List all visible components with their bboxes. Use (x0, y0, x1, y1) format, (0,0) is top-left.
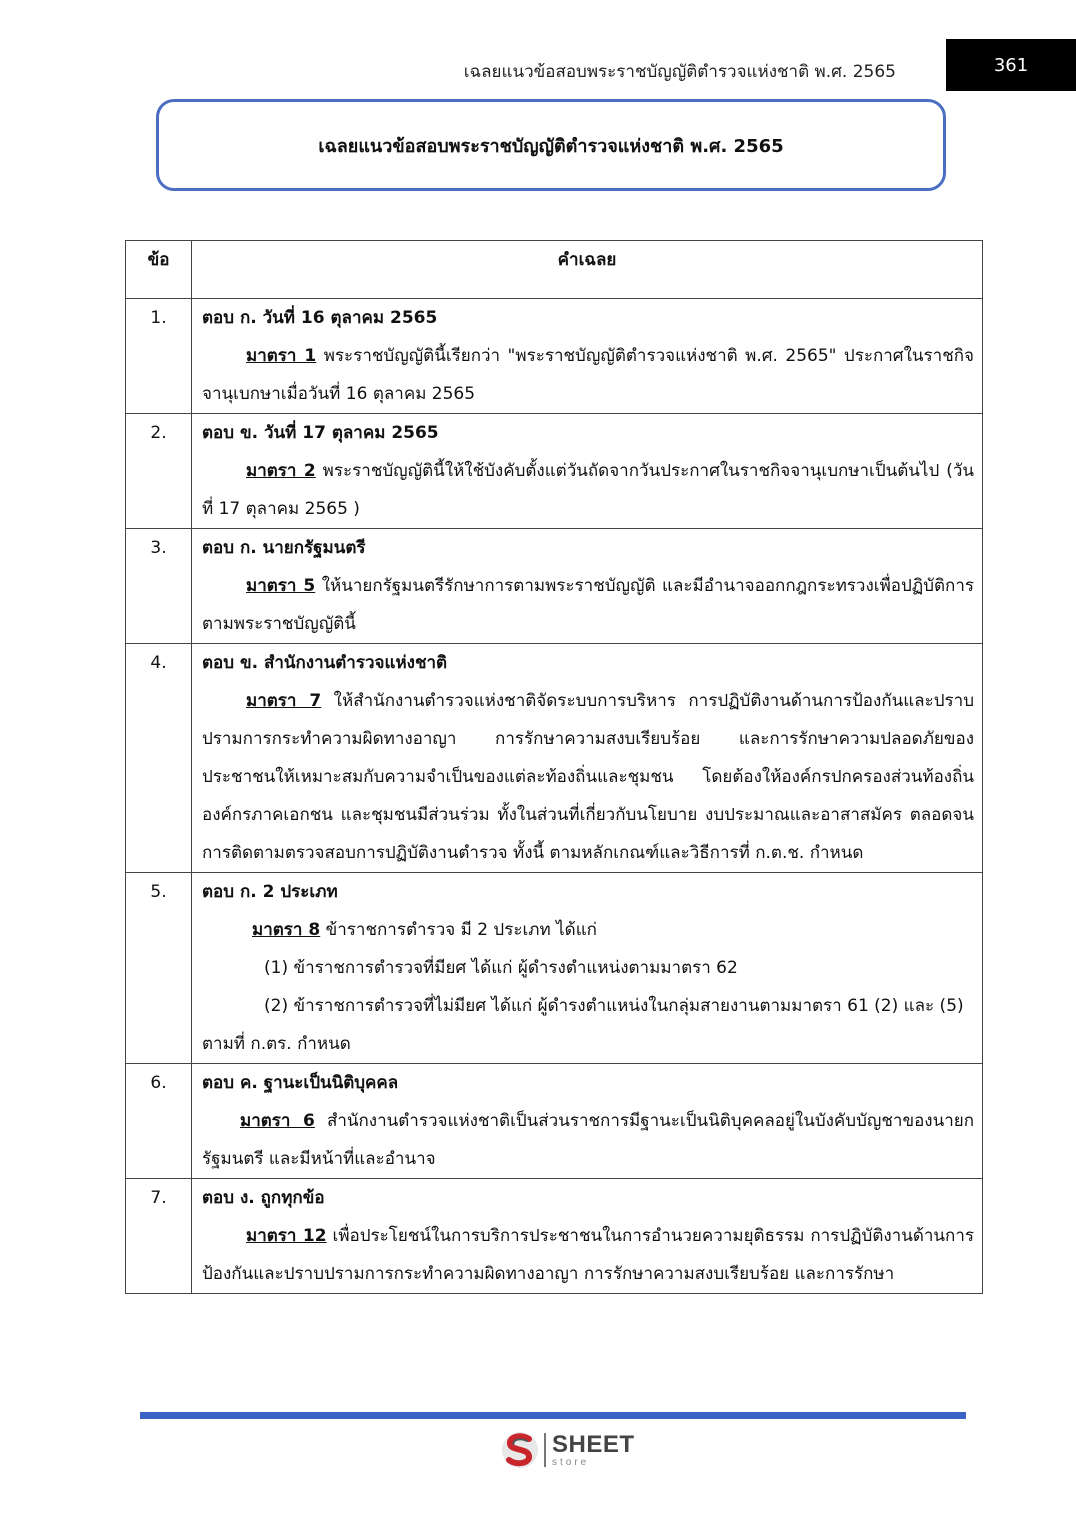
explanation-text: ให้สำนักงานตำรวจแห่งชาติจัดระบบการบริหาร การปฏิบัติงานด้านการป้องกันและปราบปรามการกระทำความผิดทางอาญา การรักษาความสงบเรียบร้อย และการรักษาความปลอดภัยของประชาชนให้เหมาะสมกับความจำเป็นของแต่ละท้องถิ่นและชุมชน โดยต้องให้องค์กรปกครองส่วนท้องถิ่น องค์กรภาคเอกชน และชุมชนมีส่วนร่วม ทั้งในส่วนที่เกี่ยวกับนโยบาย งบประมาณและอาสาสมัคร ตลอดจนการติดตามตรวจสอบการปฏิบัติงานตำรวจ ทั้งนี้ ตามหลักเกณฑ์และวิธีการที่ ก.ต.ช. กำหนด (202, 691, 974, 863)
row-number: 4. (126, 644, 192, 873)
explanation (202, 337, 974, 413)
answer-cell (192, 1064, 983, 1179)
answer-cell (192, 414, 983, 529)
explanation (202, 1102, 974, 1178)
logo-word: SHEET (552, 1430, 635, 1458)
list-item: (1) ข้าราชการตำรวจที่มียศ ได้แก่ ผู้ดำรงตำแหน่งตามมาตรา 62 (264, 958, 738, 978)
title-box (156, 99, 946, 191)
row-number: 5. (126, 873, 192, 1064)
answer-cell (192, 1179, 983, 1294)
answer-line: ตอบ ง. ถูกทุกข้อ (202, 1188, 325, 1208)
section-ref: มาตรา 1 (246, 346, 317, 366)
answer-cell (192, 644, 983, 873)
page-number: 361 (946, 39, 1076, 91)
section-ref: มาตรา 7 (246, 691, 322, 711)
explanation-text: ให้นายกรัฐมนตรีรักษาการตามพระราชบัญญัติ และมีอำนาจออกกฎกระทรวงเพื่อปฏิบัติการตามพระราชบัญญัตินี้ (202, 576, 974, 634)
answer-line: ตอบ ข. วันที่ 17 ตุลาคม 2565 (202, 423, 439, 443)
row-number: 2. (126, 414, 192, 529)
table-row (126, 644, 983, 873)
section-ref: มาตรา 6 (240, 1111, 315, 1131)
answer-cell (192, 299, 983, 414)
table-row (126, 1064, 983, 1179)
explanation (202, 1217, 974, 1293)
section-ref: มาตรา 8 (252, 920, 321, 940)
column-header-no: ข้อ (126, 241, 192, 299)
explanation (202, 567, 974, 643)
logo-subword: store (552, 1456, 590, 1468)
section-ref: มาตรา 5 (246, 576, 316, 596)
footer-rule (140, 1412, 966, 1419)
table-header-row (126, 241, 983, 299)
explanation-text: พระราชบัญญัตินี้ให้ใช้บังคับตั้งแต่วันถัดจากวันประกาศในราชกิจจานุเบกษาเป็นต้นไป (วันที่ 17 ตุลาคม 2565 ) (202, 461, 974, 519)
answer-cell (192, 873, 983, 1064)
answer-table (125, 240, 983, 1294)
explanation-text: ข้าราชการตำรวจ มี 2 ประเภท ได้แก่ (320, 920, 597, 940)
logo-text (552, 1430, 635, 1468)
section-ref: มาตรา 2 (246, 461, 316, 481)
table-row (126, 529, 983, 644)
table-row (126, 1179, 983, 1294)
explanation-text: พระราชบัญญัตินี้เรียกว่า "พระราชบัญญัติตำรวจแห่งชาติ พ.ศ. 2565" ประกาศในราชกิจจานุเบกษาเมื่อวันที่ 16 ตุลาคม 2565 (202, 346, 974, 404)
row-number: 3. (126, 529, 192, 644)
sheet-store-logo (500, 1430, 635, 1470)
answer-cell (192, 529, 983, 644)
list-item-text: (2) ข้าราชการตำรวจที่ไม่มียศ ได้แก่ ผู้ดำรงตำแหน่งในกลุ่มสายงานตามมาตรา 61 (2) และ (5) (264, 996, 964, 1016)
answer-line: ตอบ ก. นายกรัฐมนตรี (202, 538, 366, 558)
logo-separator (544, 1433, 546, 1467)
explanation (202, 682, 974, 872)
explanation (202, 911, 974, 949)
answer-line: ตอบ ค. ฐานะเป็นนิติบุคคล (202, 1073, 399, 1093)
row-number: 7. (126, 1179, 192, 1294)
sheet-store-logo-icon (500, 1430, 540, 1470)
row-number: 6. (126, 1064, 192, 1179)
document-title: เฉลยแนวข้อสอบพระราชบัญญัติตำรวจแห่งชาติ พ.ศ. 2565 (318, 135, 784, 157)
explanation (202, 452, 974, 528)
section-ref: มาตรา 12 (246, 1226, 327, 1246)
explanation-text: เพื่อประโยชน์ในการบริการประชาชนในการอำนวยความยุติธรรม การปฏิบัติงานด้านการป้องกันและปราบปรามการกระทำความผิดทางอาญา การรักษาความสงบเรียบร้อย และการรักษา (202, 1226, 974, 1284)
answer-line: ตอบ ก. 2 ประเภท (202, 882, 338, 902)
row-number: 1. (126, 299, 192, 414)
table-row (126, 414, 983, 529)
table-row (126, 299, 983, 414)
running-header: เฉลยแนวข้อสอบพระราชบัญญัติตำรวจแห่งชาติ พ.ศ. 2565 (463, 62, 896, 82)
answer-line: ตอบ ข. สำนักงานตำรวจแห่งชาติ (202, 653, 448, 673)
explanation-text: สำนักงานตำรวจแห่งชาติเป็นส่วนราชการมีฐานะเป็นนิติบุคคลอยู่ในบังคับบัญชาของนายกรัฐมนตรี และมีหน้าที่และอำนาจ (202, 1111, 975, 1169)
list-item-tail: ตามที่ ก.ตร. กำหนด (202, 1034, 351, 1054)
column-header-answer: คำเฉลย (192, 241, 983, 299)
answer-line: ตอบ ก. วันที่ 16 ตุลาคม 2565 (202, 308, 438, 328)
table-row (126, 873, 983, 1064)
list-item (202, 987, 974, 1063)
